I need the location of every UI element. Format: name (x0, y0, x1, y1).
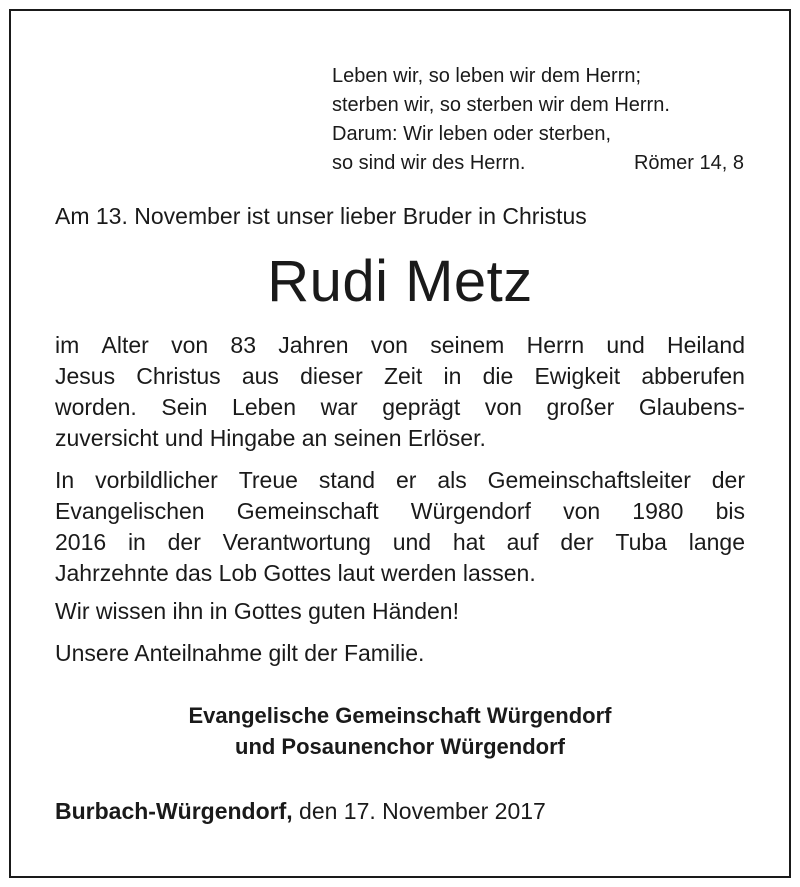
date: den 17. November 2017 (292, 798, 546, 824)
text-line: Jahrzehnte das Lob Gottes laut werden lassen. (55, 560, 536, 586)
word: lange (688, 529, 745, 555)
deceased-name: Rudi Metz (267, 249, 533, 314)
word: der (560, 529, 594, 555)
word: seinem (430, 332, 505, 358)
verse-line: Leben wir, so leben wir dem Herrn; (332, 65, 642, 87)
text-line (55, 496, 745, 527)
text-line (55, 392, 745, 423)
word: er (395, 467, 417, 493)
word: die (482, 363, 514, 389)
word: und (392, 529, 432, 555)
verse-line: Darum: Wir leben oder sterben, (332, 123, 612, 145)
text-line (55, 361, 745, 392)
word: in (127, 529, 146, 555)
word: und (606, 332, 645, 358)
text-line (55, 527, 745, 558)
word: als (437, 467, 467, 493)
word: der (711, 467, 745, 493)
word: Sein (161, 394, 208, 420)
bible-verse (332, 62, 744, 178)
paragraph-service (55, 465, 745, 589)
word: Gemeinschaftsleiter (487, 467, 691, 493)
word: dieser (300, 363, 363, 389)
announcement-intro: Am 13. November ist unser lieber Bruder in Christus (55, 203, 587, 229)
word: Gemeinschaft (236, 498, 379, 524)
word: 83 (230, 332, 257, 358)
verse-reference: Römer 14, 8 (633, 152, 744, 174)
word: 1980 (632, 498, 684, 524)
word: Verantwortung (222, 529, 371, 555)
word: Alter (101, 332, 149, 358)
word: Leben (232, 394, 296, 420)
word: Jahren (278, 332, 349, 358)
word: großer (546, 394, 615, 420)
word: Ewigkeit (534, 363, 621, 389)
word: von (370, 332, 408, 358)
place-name: Burbach-Würgendorf, (55, 798, 293, 824)
word: Evangelischen (55, 498, 205, 524)
word: war (320, 394, 358, 420)
word: Glaubens- (638, 394, 745, 420)
word: bis (715, 498, 745, 524)
word: stand (318, 467, 376, 493)
word: der (167, 529, 201, 555)
word: vorbildlicher (95, 467, 218, 493)
word: von (563, 498, 601, 524)
word: In (55, 467, 75, 493)
word: worden. (55, 394, 137, 420)
word: hat (452, 529, 485, 555)
word: Heiland (666, 332, 745, 358)
word: in (443, 363, 462, 389)
condolence-statement: Unsere Anteilnahme gilt der Familie. (55, 640, 425, 666)
word: abberufen (641, 363, 745, 389)
word: Christus (136, 363, 221, 389)
signature-line: und Posaunenchor Würgendorf (235, 734, 565, 759)
word: auf (506, 529, 539, 555)
word: von (171, 332, 209, 358)
verse-line: sterben wir, so sterben wir dem Herrn. (332, 94, 670, 116)
word: Jesus (55, 363, 116, 389)
verse-line: so sind wir des Herrn. (332, 152, 526, 174)
word: Würgendorf (410, 498, 531, 524)
word: geprägt (382, 394, 461, 420)
signature-line: Evangelische Gemeinschaft Würgendorf (188, 703, 612, 728)
paragraph-life (55, 330, 745, 454)
word: Tuba (615, 529, 667, 555)
word: Treue (238, 467, 298, 493)
word: 2016 (55, 529, 107, 555)
place-date-line (55, 798, 546, 825)
word: von (484, 394, 522, 420)
word: im (55, 332, 80, 358)
text-line (55, 465, 745, 496)
word: Herrn (526, 332, 585, 358)
word: Zeit (383, 363, 423, 389)
faith-statement: Wir wissen ihn in Gottes guten Händen! (55, 598, 459, 624)
text-line (55, 330, 745, 361)
verse-last-line (332, 149, 744, 178)
text-line: zuversicht und Hingabe an seinen Erlöser. (55, 425, 486, 451)
word: aus (241, 363, 279, 389)
signature-block (0, 700, 800, 762)
